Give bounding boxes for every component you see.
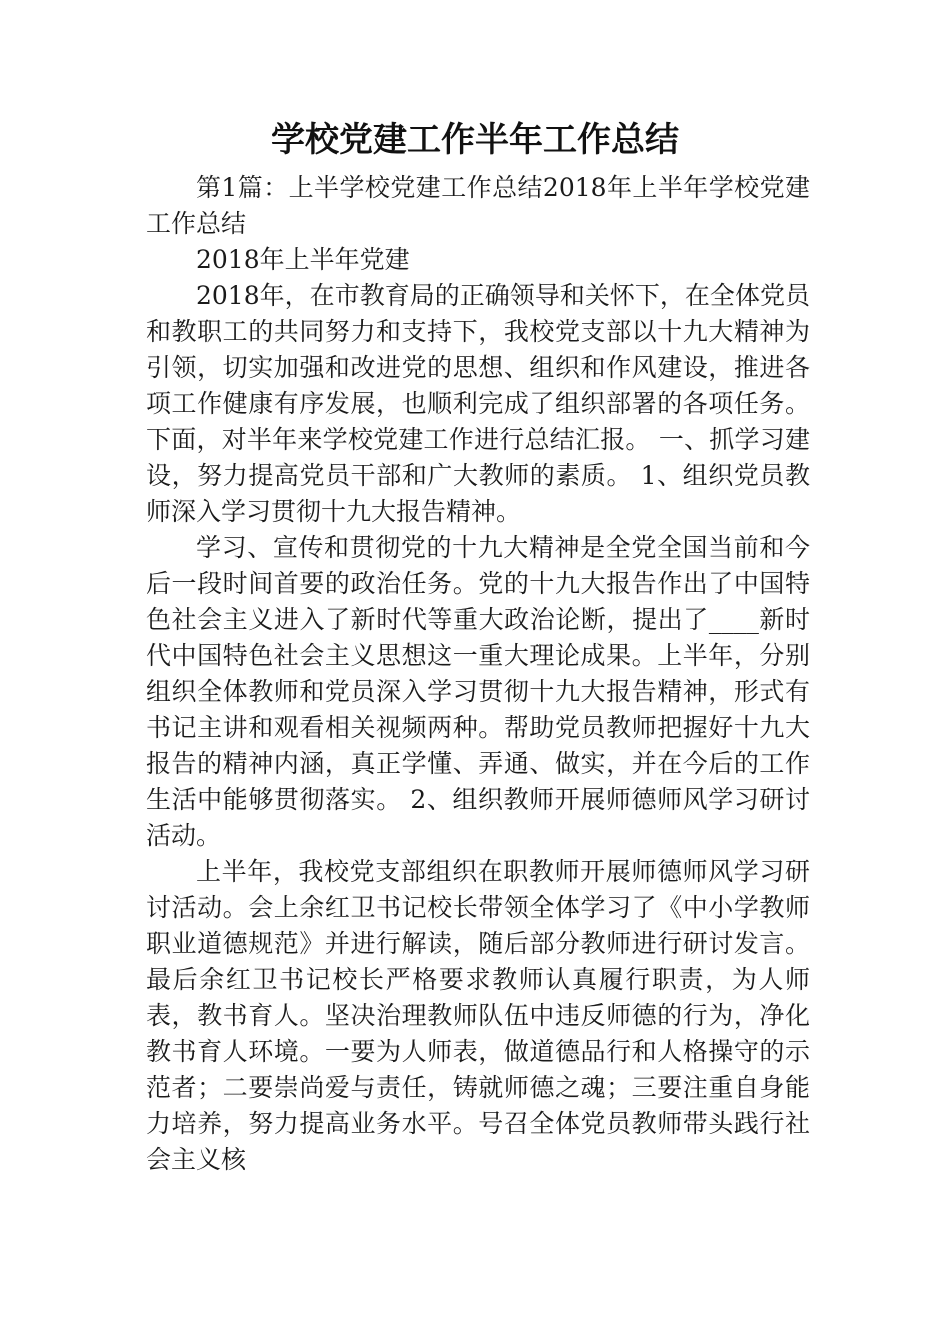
paragraph-2: 2018年上半年党建	[196, 245, 410, 274]
document-title: 学校党建工作半年工作总结	[271, 120, 679, 160]
document-body	[146, 170, 810, 1178]
paragraph-1: 第1篇：上半学校党建工作总结2018年上半年学校党建工作总结	[146, 173, 810, 238]
paragraph-4: 学习、宣传和贯彻党的十九大精神是全党全国当前和今后一段时间首要的政治任务。党的十九大报告作出了中国特色社会主义进入了新时代等重大政治论断，提出了____新时代中国特色社会主义思想这一重大理论成果。上半年，分别组织全体教师和党员深入学习贯彻十九大报告精神，形式有书记主讲和观看相关视频两种。帮助党员教师把握好十九大报告的精神内涵，真正学懂、弄通、做实，并在今后的工作生活中能够贯彻落实。 2、组织教师开展师德师风学习研讨活动。	[146, 533, 810, 850]
paragraph-3: 2018年，在市教育局的正确领导和关怀下，在全体党员和教职工的共同努力和支持下，我校党支部以十九大精神为引领，切实加强和改进党的思想、组织和作风建设，推进各项工作健康有序发展，也顺利完成了组织部署的各项任务。下面，对半年来学校党建工作进行总结汇报。 一、抓学习建设，努力提高党员干部和广大教师的素质。 1、组织党员教师深入学习贯彻十九大报告精神。	[146, 281, 810, 526]
paragraph-5: 上半年，我校党支部组织在职教师开展师德师风学习研讨活动。会上余红卫书记校长带领全体学习了《中小学教师职业道德规范》并进行解读，随后部分教师进行研讨发言。最后余红卫书记校长严格要求教师认真履行职责，为人师表，教书育人。坚决治理教师队伍中违反师德的行为，净化教书育人环境。一要为人师表，做道德品行和人格操守的示范者；二要崇尚爱与责任，铸就师德之魂；三要注重自身能力培养，努力提高业务水平。号召全体党员教师带头践行社会主义核	[146, 857, 810, 1174]
